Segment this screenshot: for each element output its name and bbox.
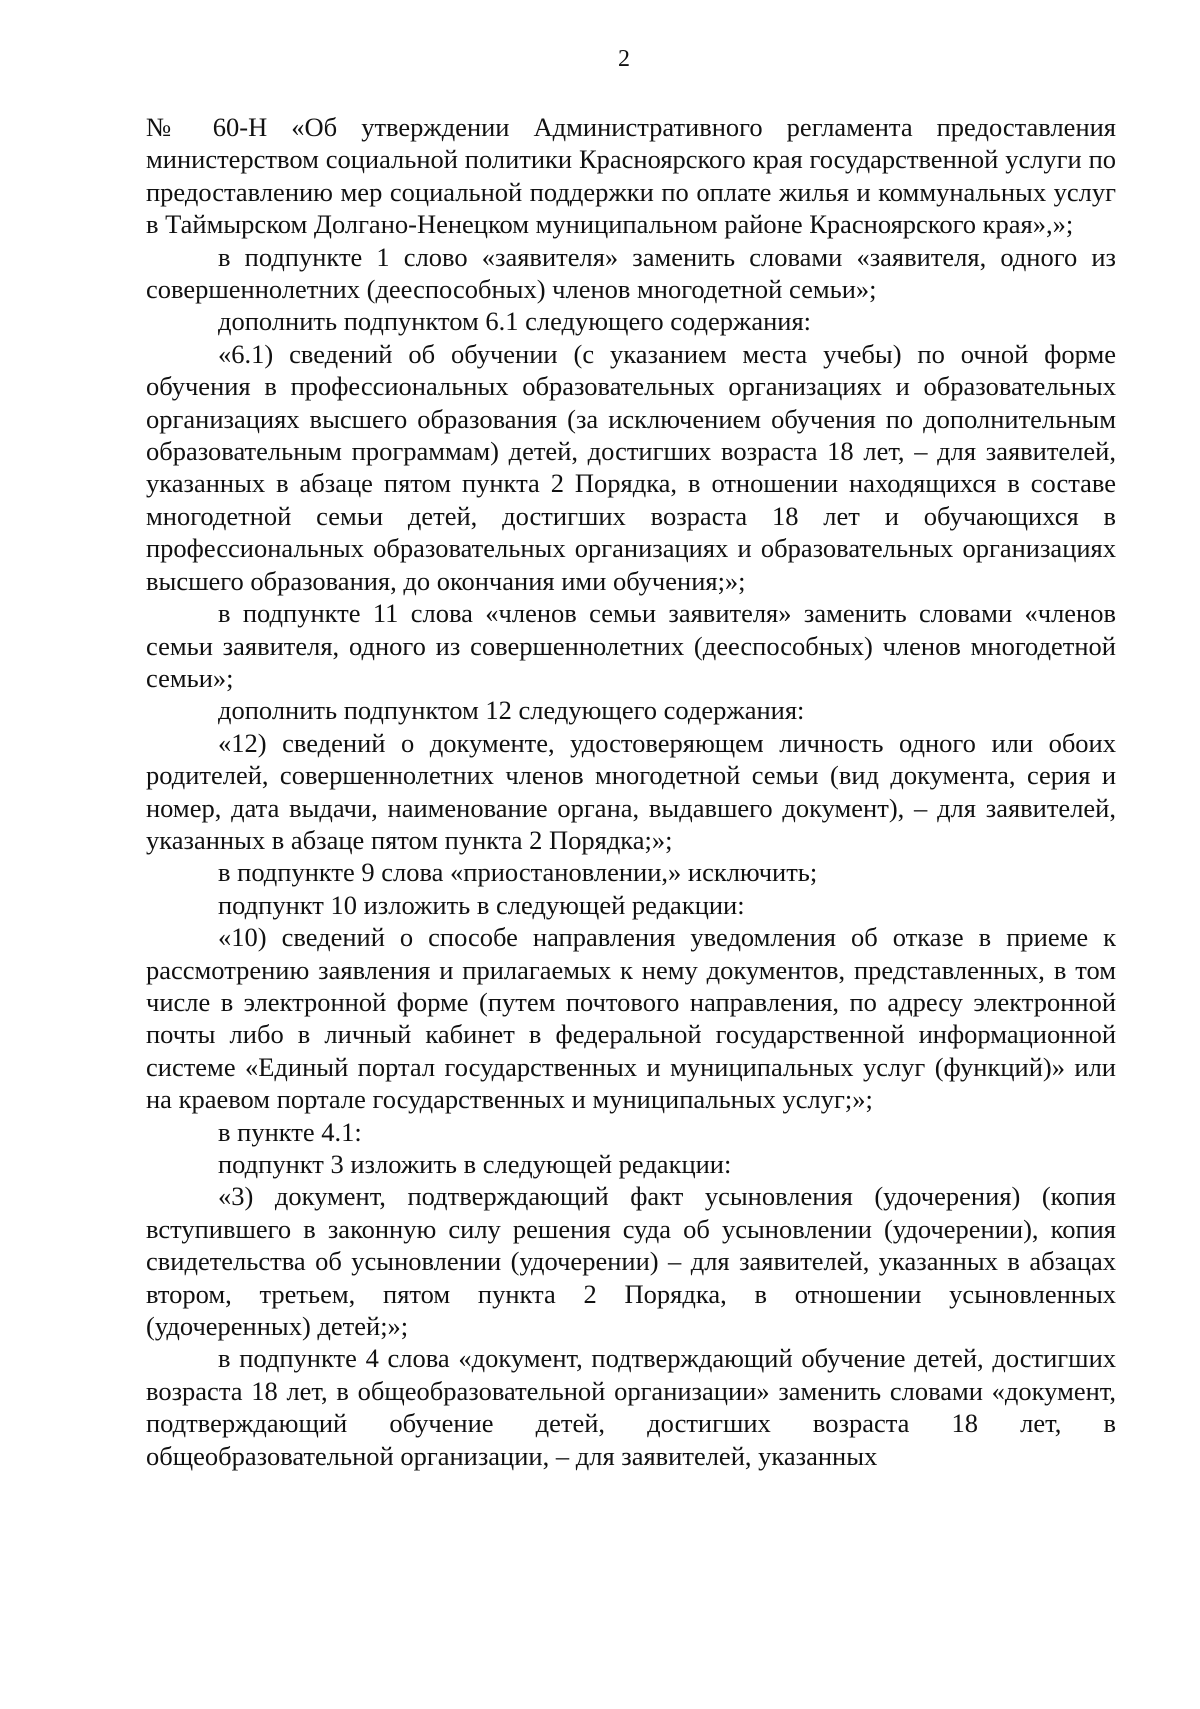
paragraph: в подпункте 1 слово «заявителя» заменить словами «заявителя, одного из совершеннолетних (дееспособных) членов многодетной семьи»; bbox=[146, 241, 1116, 305]
paragraph: «12) сведений о документе, удостоверяющем личность одного или обоих родителей, совершеннолетних членов многодетной семьи (вид документа, серия и номер, дата выдачи, наименование органа, выдавшего документ), – для заявителей, указанных в абзаце пятом пункта 2 Порядка;»; bbox=[146, 727, 1116, 855]
paragraph: «6.1) сведений об обучении (с указанием места учебы) по очной форме обучения в профессиональных образовательных организациях и образовательных организациях высшего образования (за исключением обучения по дополнительным образовательным программам) детей, достигших возраста 18 лет, – для заявителей, указанных в абзаце пятом пункта 2 Порядка, в отношении находящихся в составе многодетной семьи детей, достигших возраста 18 лет и обучающихся в профессиональных образовательных организациях и образовательных организациях высшего образования, до окончания ими обучения;»; bbox=[146, 338, 1116, 596]
document-body bbox=[146, 111, 1116, 1472]
paragraph: в подпункте 9 слова «приостановлении,» исключить; bbox=[218, 857, 818, 888]
paragraph: подпункт 10 изложить в следующей редакции: bbox=[218, 889, 745, 920]
page-number: 2 bbox=[618, 46, 630, 72]
paragraph: дополнить подпунктом 6.1 следующего содержания: bbox=[218, 306, 812, 337]
paragraph: № 60-Н «Об утверждении Административного регламента предоставления министерством социальной политики Красноярского края государственной услуги по предоставлению мер социальной поддержки по оплате жилья и коммунальных услуг в Таймырском Долгано-Ненецком муниципальном районе Красноярского края»,»; bbox=[146, 112, 1116, 240]
paragraph: «3) документ, подтверждающий факт усыновления (удочерения) (копия вступившего в законную силу решения суда об усыновлении (удочерении), копия свидетельства об усыновлении (удочерении) – для заявителей, указанных в абзацах втором, третьем, пятом пункта 2 Порядка, в отношении усыновленных (удочеренных) детей;»; bbox=[146, 1181, 1116, 1342]
paragraph: в пункте 4.1: bbox=[218, 1116, 362, 1147]
paragraph: в подпункте 4 слова «документ, подтверждающий обучение детей, достигших возраста 18 лет, в общеобразовательной организации» заменить словами «документ, подтверждающий обучение детей, достигших возраста 18 лет, в общеобразовательной организации, – для заявителей, указанных bbox=[146, 1343, 1116, 1471]
paragraph: в подпункте 11 слова «членов семьи заявителя» заменить словами «членов семьи заявителя, одного из совершеннолетних (дееспособных) членов многодетной семьи»; bbox=[146, 598, 1116, 693]
paragraph: «10) сведений о способе направления уведомления об отказе в приеме к рассмотрению заявления и прилагаемых к нему документов, представленных, в том числе в электронной форме (путем почтового направления, по адресу электронной почты либо в личный кабинет в федеральной государственной информационной системе «Единый портал государственных и муниципальных услуг (функций)» или на краевом портале государственных и муниципальных услуг;»; bbox=[146, 922, 1116, 1115]
paragraph: дополнить подпунктом 12 следующего содержания: bbox=[218, 695, 805, 726]
paragraph: подпункт 3 изложить в следующей редакции: bbox=[218, 1149, 732, 1179]
